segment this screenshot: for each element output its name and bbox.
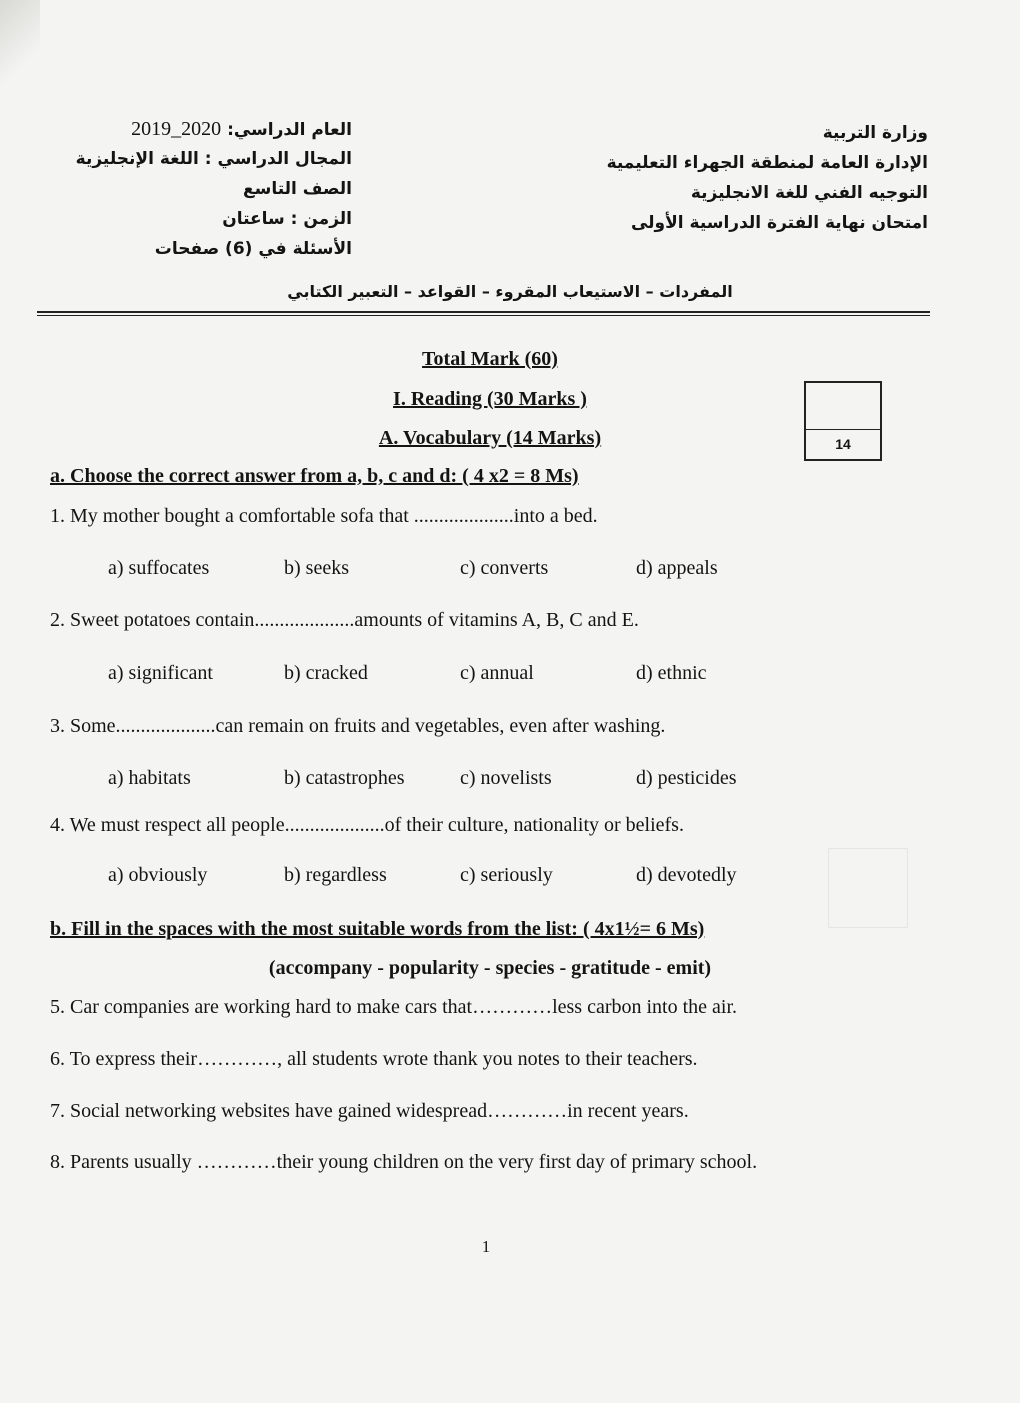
option-d[interactable]: d) devotedly: [636, 864, 737, 886]
bleed-through-background: [55, 170, 935, 1250]
sentence-5: 5. Car companies are working hard to make cars that…………less carbon into the air.: [50, 996, 738, 1018]
vocabulary-heading: A. Vocabulary (14 Marks): [378, 427, 602, 449]
time-field: الزمن : ساعتان: [222, 209, 352, 229]
total-mark-heading: Total Mark (60): [422, 348, 558, 370]
page-fold-shadow: [0, 0, 40, 110]
option-c[interactable]: c) converts: [460, 557, 549, 579]
header-left: [76, 114, 352, 264]
option-c[interactable]: c) novelists: [460, 767, 552, 789]
year-label: العام الدراسي:: [227, 120, 352, 140]
option-b[interactable]: b) cracked: [284, 662, 368, 684]
option-a[interactable]: a) habitats: [108, 767, 191, 789]
bleed-through-box: [828, 848, 908, 928]
option-b[interactable]: b) regardless: [284, 864, 387, 886]
option-d[interactable]: d) ethnic: [636, 662, 707, 684]
score-box-divider: [806, 429, 880, 430]
option-d[interactable]: d) pesticides: [636, 767, 737, 789]
reading-heading: I. Reading (30 Marks ): [393, 388, 587, 410]
subjects-line: المفردات – الاستيعاب المقروء – القواعد – التعبير الكتابي: [287, 282, 733, 301]
option-a[interactable]: a) obviously: [108, 864, 208, 886]
part-a-instruction: a. Choose the correct answer from a, b, c and d: ( 4 x2 = 8 Ms): [50, 465, 579, 487]
supervision-name: التوجيه الفني للغة الانجليزية: [690, 183, 928, 203]
year-value: 2020_2019: [131, 118, 222, 140]
question-1: 1. My mother bought a comfortable sofa that ....................into a bed.: [50, 505, 598, 527]
word-list: (accompany - popularity - species - gratitude - emit): [268, 957, 712, 979]
option-c[interactable]: c) annual: [460, 662, 534, 684]
score-box-total: 14: [835, 436, 851, 452]
sentence-8: 8. Parents usually …………their young children on the very first day of primary school.: [50, 1151, 758, 1173]
score-box[interactable]: [804, 381, 882, 461]
exam-title: امتحان نهاية الفترة الدراسية الأولى: [630, 213, 928, 233]
sentence-6: 6. To express their…………, all students wrote thank you notes to their teachers.: [50, 1048, 698, 1070]
option-b[interactable]: b) seeks: [284, 557, 349, 579]
sentence-7: 7. Social networking websites have gained widespread…………in recent years.: [50, 1100, 689, 1122]
subject-field: المجال الدراسي : اللغة الإنجليزية: [75, 149, 352, 169]
question-4: 4. We must respect all people....................of their culture, nationality or beliefs.: [50, 814, 684, 836]
header-divider: [37, 311, 930, 313]
pages-field: الأسئلة في (6) صفحات: [154, 239, 352, 259]
academic-year: [76, 114, 352, 144]
question-3: 3. Some....................can remain on fruits and vegetables, even after washing.: [50, 715, 666, 737]
header-divider-thin: [37, 315, 930, 316]
option-c[interactable]: c) seriously: [460, 864, 553, 886]
ministry-name: وزارة التربية: [822, 123, 928, 143]
option-d[interactable]: d) appeals: [636, 557, 718, 579]
header-right: [607, 118, 928, 238]
option-a[interactable]: a) suffocates: [108, 557, 210, 579]
question-2: 2. Sweet potatoes contain....................amounts of vitamins A, B, C and E.: [50, 609, 639, 631]
part-b-instruction: b. Fill in the spaces with the most suitable words from the list: ( 4x1½= 6 Ms): [50, 918, 705, 940]
grade-field: الصف التاسع: [243, 179, 352, 199]
page-number: 1: [481, 1237, 491, 1256]
directorate-name: الإدارة العامة لمنطقة الجهراء التعليمية: [606, 153, 928, 173]
option-a[interactable]: a) significant: [108, 662, 213, 684]
option-b[interactable]: b) catastrophes: [284, 767, 405, 789]
